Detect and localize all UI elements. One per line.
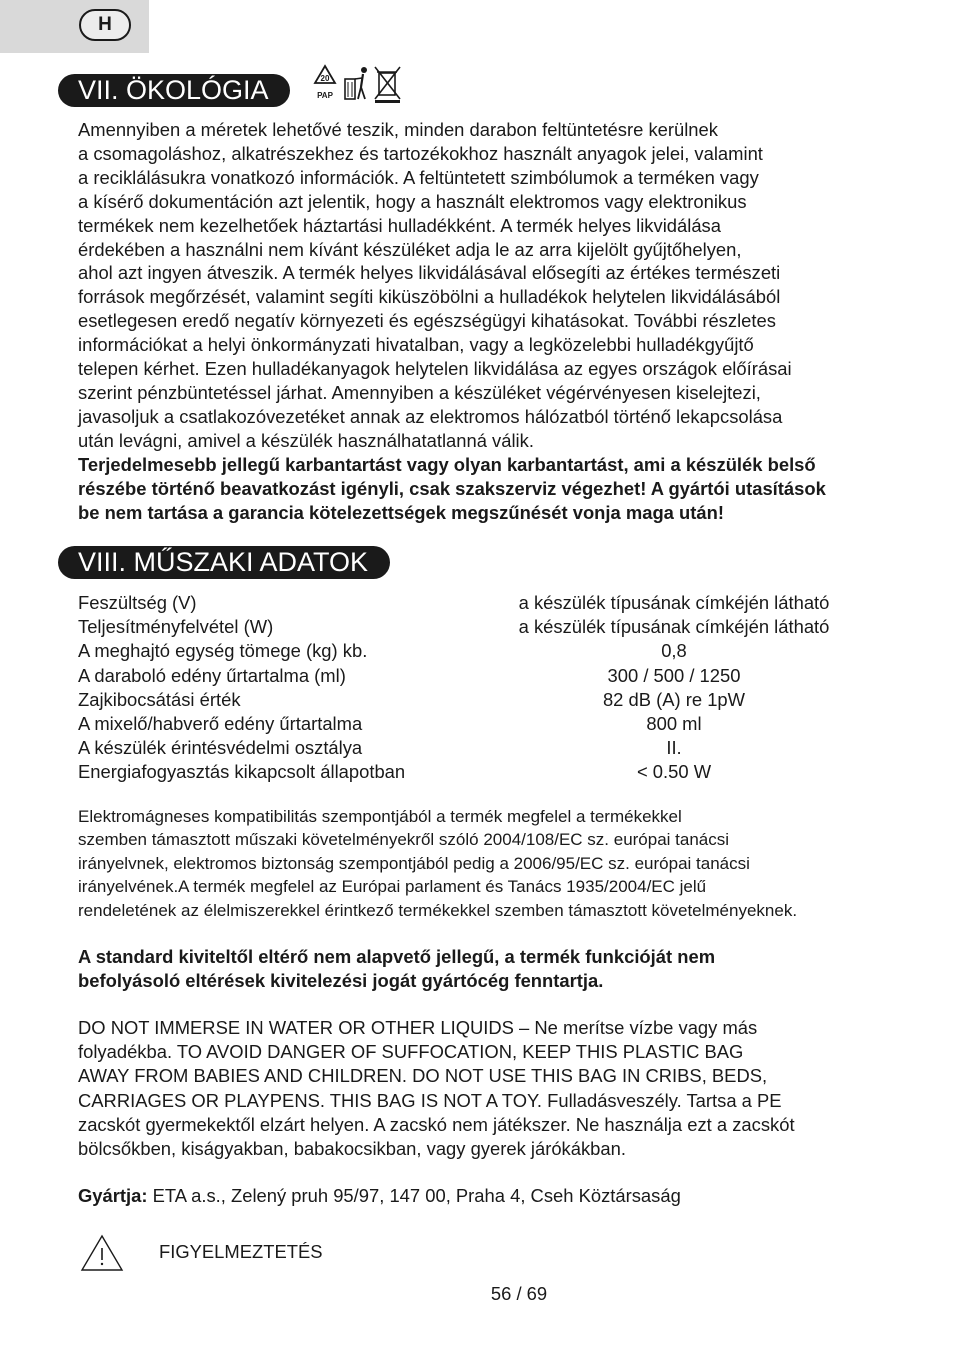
section-title-ecology: VII. ÖKOLÓGIA bbox=[58, 74, 290, 107]
text-line: rendeletének az élelmiszerekkel érintkező termékekkel szemben támasztott követelményeknek. bbox=[78, 900, 798, 920]
text-line: a csomagoláshoz, alkatrészekhez és tartozékokhoz használt anyagok jelei, valamint bbox=[78, 142, 763, 164]
spec-label: A készülék érintésvédelmi osztálya bbox=[78, 737, 363, 759]
svg-text:PAP: PAP bbox=[317, 91, 333, 100]
manufacturer-rights-note bbox=[78, 945, 715, 993]
spec-value: II. bbox=[666, 737, 682, 759]
text-line: folyadékba. TO AVOID DANGER OF SUFFOCATION, KEEP THIS PLASTIC BAG bbox=[78, 1041, 744, 1063]
spec-label: A meghajtó egység tömege (kg) kb. bbox=[78, 640, 368, 662]
text-line: szemben támasztott műszaki követelményekről szóló 2004/108/EC sz. európai tanácsi bbox=[78, 830, 730, 850]
spec-value: < 0.50 W bbox=[636, 761, 712, 783]
spec-label: Feszültség (V) bbox=[78, 592, 197, 613]
text-line: AWAY FROM BABIES AND CHILDREN. DO NOT USE THIS BAG IN CRIBS, BEDS, bbox=[78, 1065, 768, 1087]
spec-value: 82 dB (A) re 1pW bbox=[602, 688, 746, 710]
safety-warning-paragraph bbox=[78, 1016, 795, 1161]
spec-value: a készülék típusának címkéjén látható bbox=[518, 592, 830, 613]
spec-row bbox=[78, 712, 898, 736]
spec-row bbox=[78, 664, 898, 688]
spec-row bbox=[78, 639, 898, 663]
spec-row bbox=[78, 615, 898, 639]
spec-row bbox=[78, 760, 898, 784]
text-line: zacskót gyermekektől elzárt helyen. A zacskó nem játékszer. Ne használja ezt a zacskót bbox=[78, 1113, 795, 1135]
recycling-symbols bbox=[305, 63, 405, 103]
text-line: érdekében a használni nem kívánt készüléket adja le az arra kijelölt gyűjtőhelyen, bbox=[78, 238, 742, 260]
spec-row bbox=[78, 591, 898, 615]
text-line: a reciklálásukra vonatkozó információk. A feltüntetett szimbólumok a terméken vagy bbox=[78, 166, 759, 188]
svg-text:20: 20 bbox=[320, 74, 330, 83]
text-line: esetlegesen eredő negatív környezeti és egészségügyi kihatásokat. További részletes bbox=[78, 310, 776, 332]
text-line: befolyásoló eltérések kivitelezési jogát gyártócég fenntartja. bbox=[78, 970, 604, 992]
text-line: telepen kérhet. Ezen hulladékanyagok helytelen likvidálása az egyes országok előírásai bbox=[78, 358, 792, 380]
text-line: CARRIAGES OR PLAYPENS. THIS BAG IS NOT A TOY. Fulladásveszély. Tartsa a PE bbox=[78, 1089, 782, 1111]
manufacturer-address: ETA a.s., Zelený pruh 95/97, 147 00, Praha 4, Cseh Köztársaság bbox=[147, 1185, 681, 1206]
litter-bin-icon bbox=[345, 67, 367, 99]
spec-row bbox=[78, 688, 898, 712]
spec-label: Energiafogyasztás kikapcsolt állapotban bbox=[78, 761, 406, 783]
text-line: Amennyiben a méretek lehetővé teszik, minden darabon feltüntetésre kerülnek bbox=[78, 119, 718, 140]
text-line: források megőrzését, valamint segíti kiküszöbölni a hulladékok helytelen likvidálásából bbox=[78, 286, 781, 308]
text-line: Elektromágneses kompatibilitás szempontjából a termék megfelel a termékekkel bbox=[78, 807, 682, 826]
spec-label: A daraboló edény űrtartalma (ml) bbox=[78, 664, 346, 686]
ecology-paragraph bbox=[78, 118, 826, 524]
text-line: Terjedelmesebb jellegű karbantartást vagy olyan karbantartást, ami a készülék belső bbox=[78, 453, 816, 475]
manufacturer-line bbox=[78, 1184, 681, 1208]
spec-label: Teljesítményfelvétel (W) bbox=[78, 616, 274, 638]
spec-value: 800 ml bbox=[646, 712, 702, 734]
spec-value: a készülék típusának címkéjén látható bbox=[518, 616, 830, 638]
text-line: után levágni, amivel a készülék használhatatlanná válik. bbox=[78, 429, 534, 451]
text-line: információkat a helyi önkormányzati hivatalban, vagy a legközelebbi hulladékgyűjtő bbox=[78, 334, 754, 356]
text-line: DO NOT IMMERSE IN WATER OR OTHER LIQUIDS – Ne merítse vízbe vagy más bbox=[78, 1017, 758, 1038]
emc-paragraph bbox=[78, 805, 797, 922]
text-line: be nem tartása a garancia kötelezettségek megszűnését vonja maga után! bbox=[78, 501, 724, 523]
paper-recycle-icon bbox=[315, 66, 335, 100]
text-line: a kísérő dokumentáción azt jelentik, hogy a használt elektromos vagy elektronikus bbox=[78, 190, 747, 212]
spec-value: 300 / 500 / 1250 bbox=[607, 664, 741, 686]
spec-row bbox=[78, 736, 898, 760]
section-title-technical-data: VIII. MŰSZAKI ADATOK bbox=[58, 546, 390, 579]
page-number: 56 / 69 bbox=[490, 1283, 548, 1304]
language-code-badge: H bbox=[79, 9, 131, 41]
text-line: javasoljuk a csatlakozóvezetéket annak az elektromos hálózatból történő lekapcsolása bbox=[78, 405, 783, 427]
text-line: termékek nem kezelhetőek háztartási hulladékként. A termék helyes likvidálása bbox=[78, 214, 721, 236]
spec-label: A mixelő/habverő edény űrtartalma bbox=[78, 712, 363, 734]
text-line: ahol azt ingyen átveszik. A termék helyes likvidálásával elősegíti az értékes természeti bbox=[78, 262, 781, 284]
manufacturer-label: Gyártja: bbox=[78, 1185, 148, 1206]
text-line: szerint pénzbüntetéssel járhat. Amennyiben a készüléket végérvényesen kiselejtezi, bbox=[78, 381, 761, 403]
spec-label: Zajkibocsátási érték bbox=[78, 688, 241, 710]
warning-label: FIGYELMEZTETÉS bbox=[159, 1241, 323, 1262]
technical-specs-table bbox=[78, 591, 898, 785]
text-line: részébe történő beavatkozást igényli, csak szakszerviz végezhet! A gyártói utasítások bbox=[78, 477, 826, 499]
text-line: A standard kiviteltől eltérő nem alapvető jellegű, a termék funkcióját nem bbox=[78, 946, 716, 967]
text-line: irányelvének.A termék megfelel az Európai parlament és Tanács 1935/2004/EC jelű bbox=[78, 877, 707, 897]
crossed-bin-icon bbox=[375, 67, 400, 103]
text-line: irányelvnek, elektromos biztonság szempontjából pedig a 2006/95/EC sz. európai tanácsi bbox=[78, 853, 750, 873]
spec-value: 0,8 bbox=[661, 640, 687, 662]
language-tab bbox=[0, 0, 149, 53]
warning-triangle-icon bbox=[80, 1234, 124, 1272]
text-line: bölcsőkben, kiságyakban, babakocsikban, vagy gyerek járókákban. bbox=[78, 1138, 626, 1160]
